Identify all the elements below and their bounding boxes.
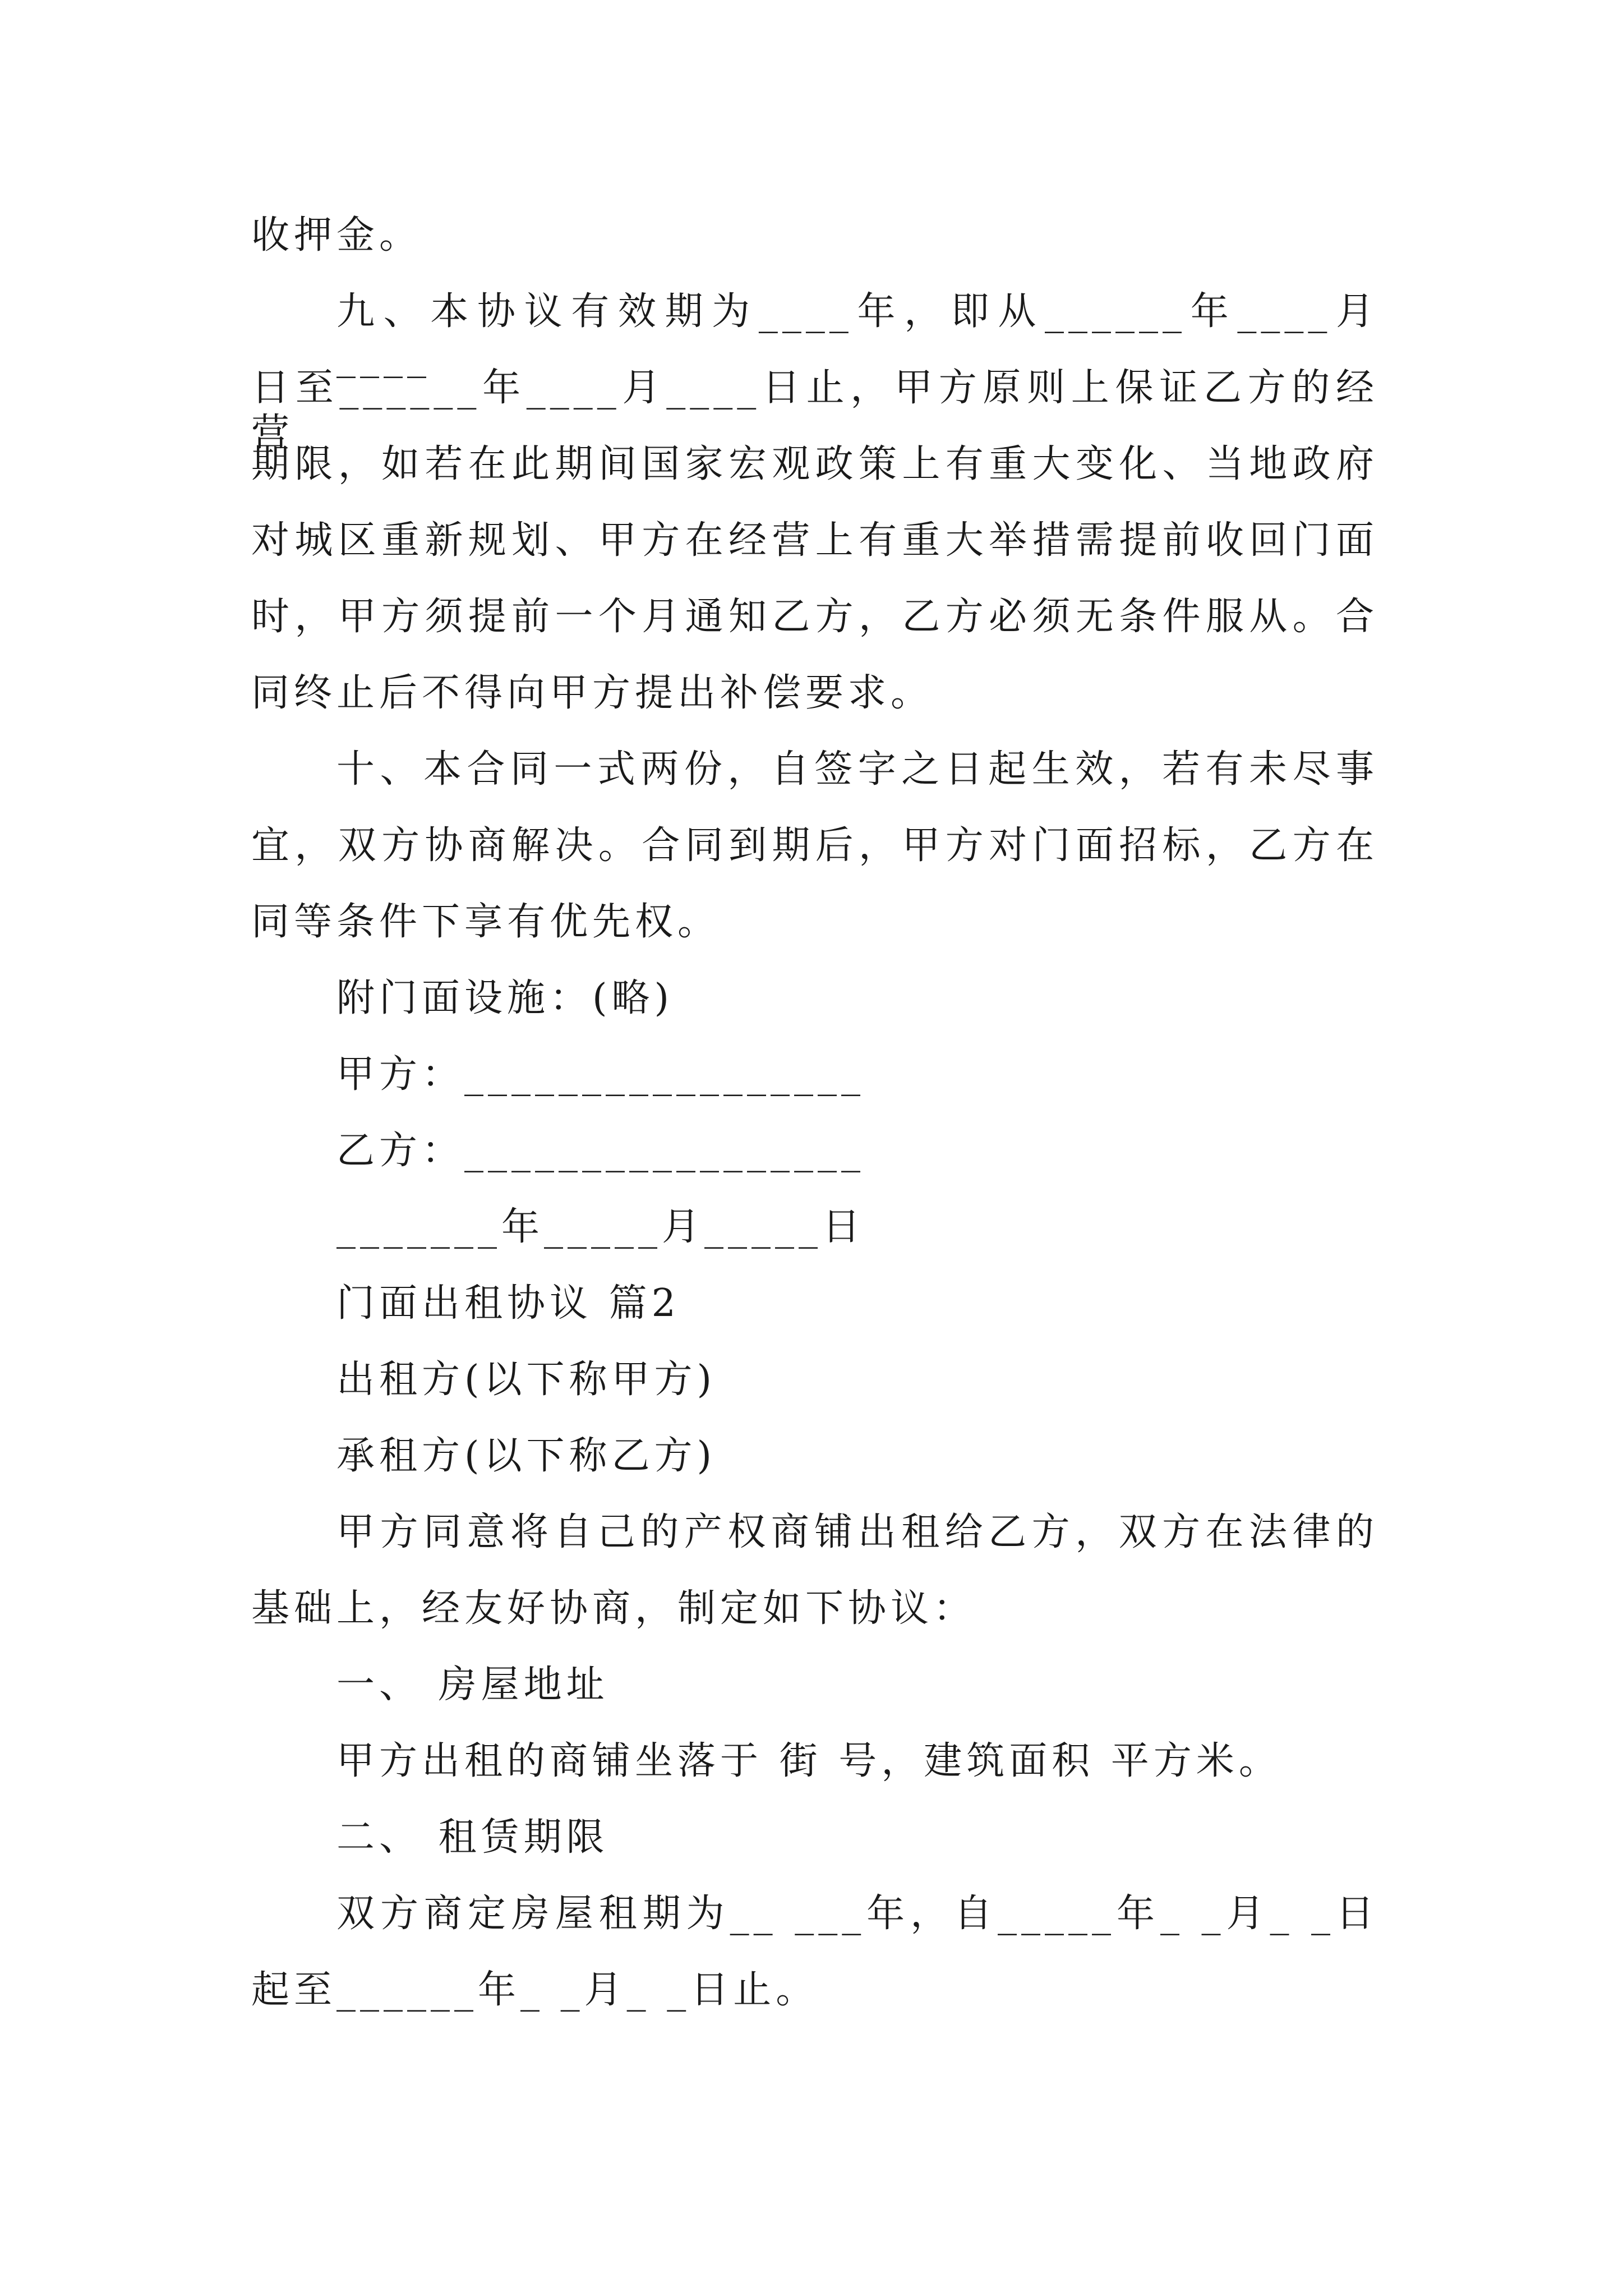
text-line: 双方商定房屋租期为__ ___年，自_____年_ _月_ _日: [336, 1892, 1378, 1936]
text-line: 出租方(以下称甲方): [336, 1358, 717, 1402]
text-line: 同终止后不得向甲方提出补偿要求。: [251, 671, 934, 715]
text-line: 收押金。: [251, 213, 422, 257]
text-line: 日至______年____月____日止，甲方原则上保证乙方的经营: [251, 366, 1378, 455]
text-line: 期限，如若在此期间国家宏观政策上有重大变化、当地政府: [251, 442, 1378, 486]
date-line: _______年_____月_____日: [336, 1205, 865, 1249]
text-line: 时，甲方须提前一个月通知乙方，乙方必须无条件服从。合: [251, 595, 1378, 639]
text-line: 承租方(以下称乙方): [336, 1434, 717, 1478]
text-line: 甲方出租的商铺坐落于 街 号，建筑面积 平方米。: [336, 1739, 1281, 1783]
text-line: 十、本合同一式两份，自签字之日起生效，若有未尽事: [336, 747, 1378, 792]
clause-heading: 二、 租赁期限: [336, 1815, 609, 1860]
text-line: 九、本协议有效期为____年，即从______年____月____: [336, 289, 1378, 379]
text-line: 基础上，经友好协商，制定如下协议：: [251, 1586, 976, 1631]
text-line: 对城区重新规划、甲方在经营上有重大举措需提前收回门面: [251, 518, 1378, 563]
section-heading: 门面出租协议 篇2: [336, 1281, 680, 1326]
text-line: 附门面设施：(略): [336, 976, 674, 1020]
signature-line-party-b: 乙方：_________________: [336, 1129, 865, 1173]
text-line: 同等条件下享有优先权。: [251, 900, 721, 944]
text-line: 起至______年_ _月_ _日止。: [251, 1968, 819, 2012]
clause-heading: 一、 房屋地址: [336, 1663, 609, 1707]
text-line: 甲方同意将自己的产权商铺出租给乙方，双方在法律的: [336, 1510, 1378, 1554]
signature-line-party-a: 甲方：_________________: [336, 1052, 865, 1097]
text-line: 宜，双方协商解决。合同到期后，甲方对门面招标，乙方在: [251, 823, 1378, 868]
